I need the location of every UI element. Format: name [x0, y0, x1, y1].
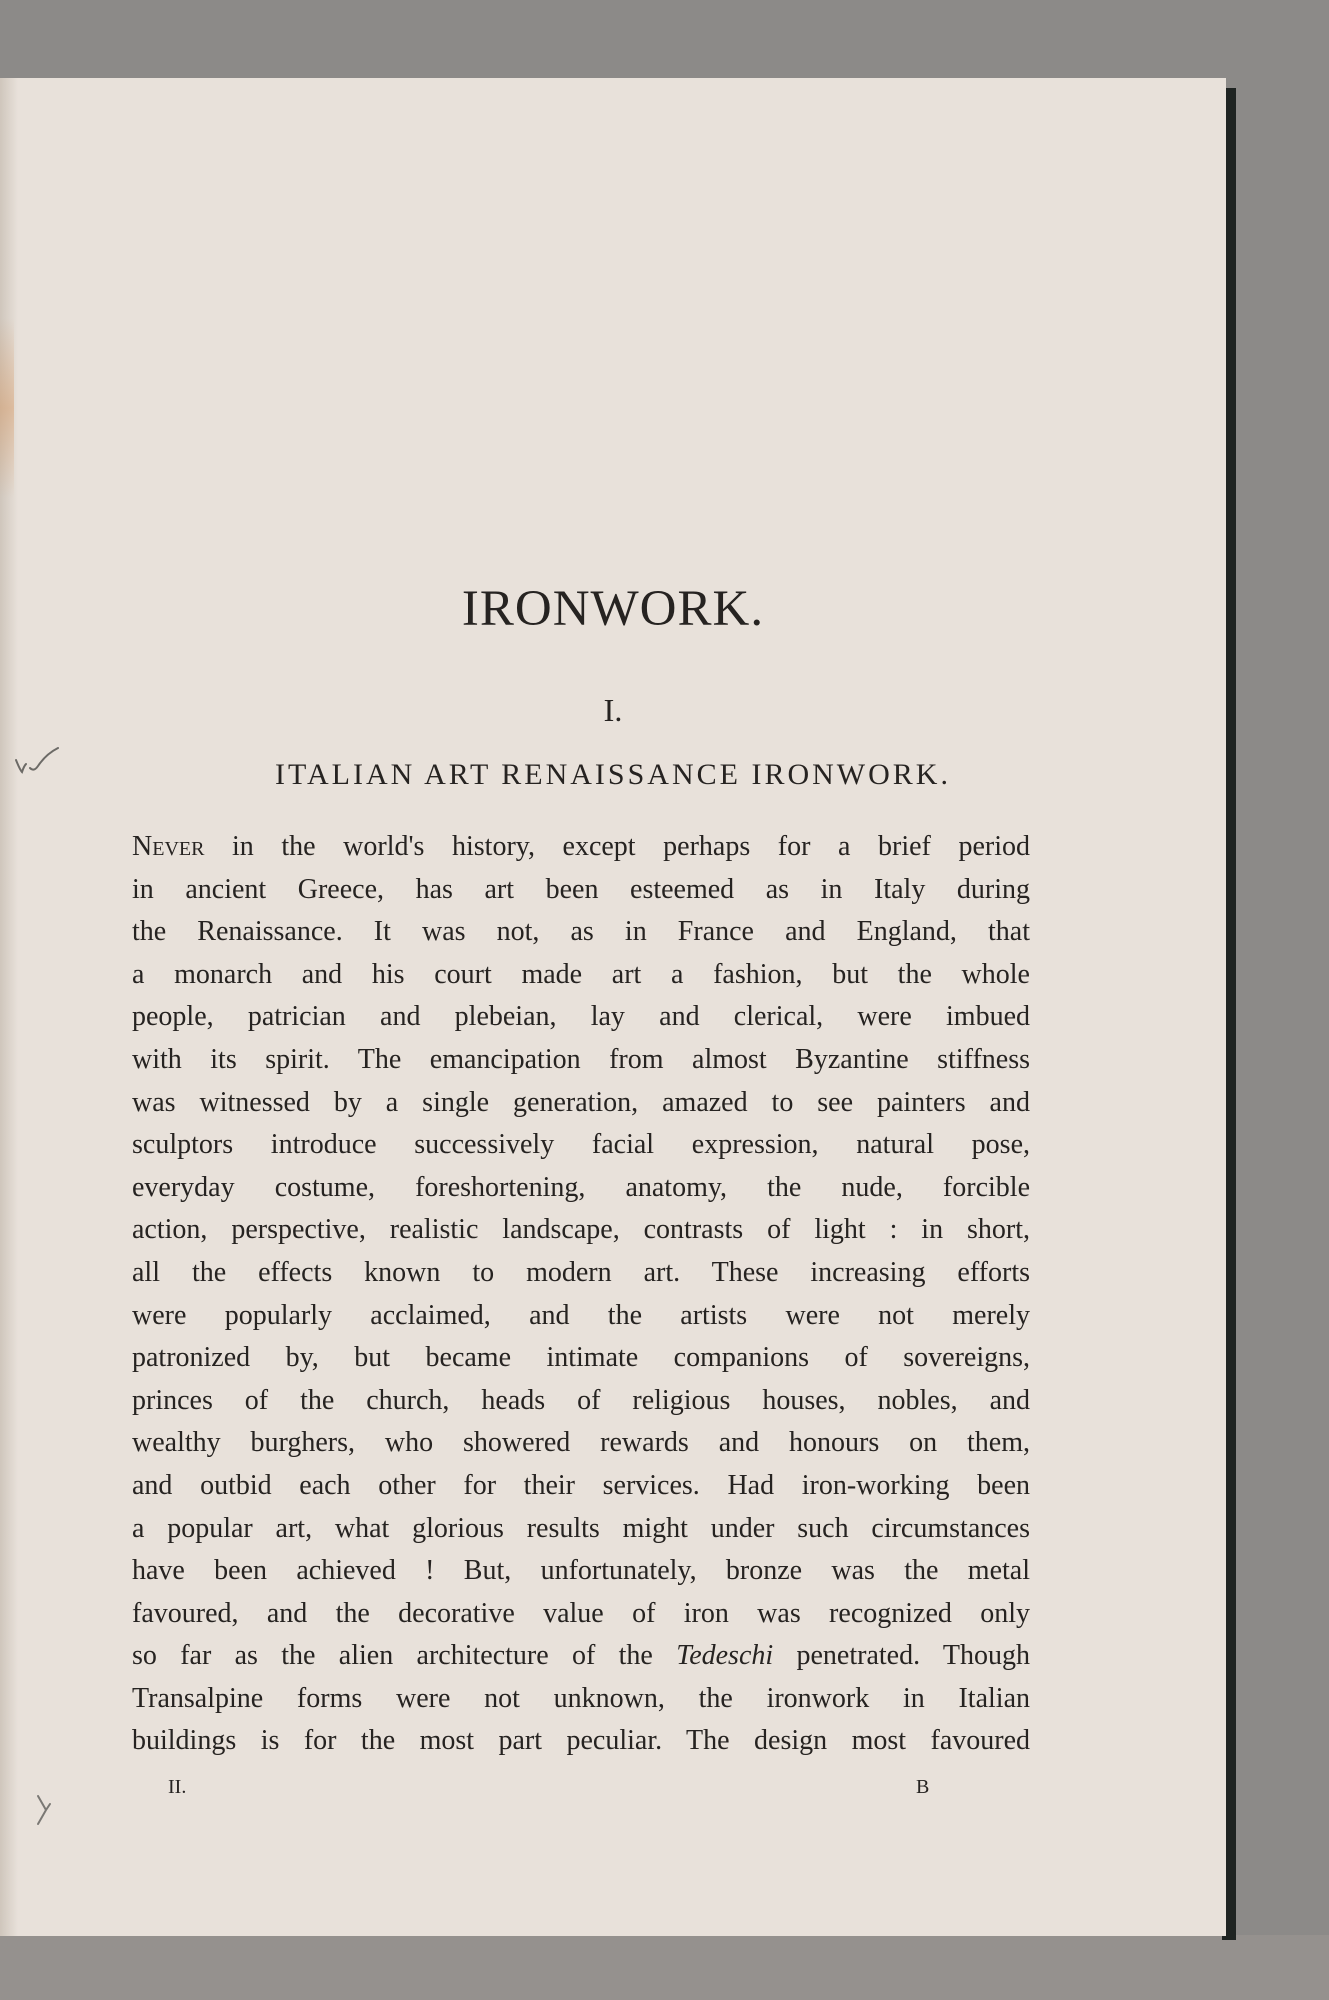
italic-term: Tedeschi [676, 1640, 774, 1672]
text-line: and outbid each other for their services. Had iron-working been [132, 1469, 1030, 1501]
check-mark-icon [12, 746, 62, 780]
section-number: I. [603, 692, 623, 728]
chapter-title: IRONWORK. [461, 581, 765, 637]
body-paragraph [132, 826, 1030, 1763]
gathering-letter: B [916, 1776, 930, 1798]
drop-word: Never [132, 831, 205, 862]
page-stain [0, 318, 14, 498]
pencil-check-mark [12, 746, 62, 788]
text-line: everyday costume, foreshortening, anatomy, the nude, forcible [132, 1171, 1030, 1203]
backdrop [0, 1935, 1329, 2000]
text-line: patronized by, but became intimate companions of sovereigns, [132, 1342, 1030, 1374]
text-line: the Renaissance. It was not, as in France and England, that [132, 916, 1030, 948]
signature-mark: II. [168, 1776, 187, 1798]
text-line: action, perspective, realistic landscape, contrasts of light : in short, [132, 1214, 1030, 1246]
section-title: ITALIAN ART RENAISSANCE IRONWORK. [275, 758, 951, 791]
text-line: princes of the church, heads of religious houses, nobles, and [132, 1384, 1030, 1416]
text-line: buildings is for the most part peculiar. The design most favoured [132, 1725, 1030, 1757]
text-line: Never in the world's history, except perhaps for a brief period [132, 831, 1030, 862]
text-line: a monarch and his court made art a fashion, but the whole [132, 958, 1030, 990]
text-line: all the effects known to modern art. These increasing efforts [132, 1256, 1030, 1288]
text-line: with its spirit. The emancipation from almost Byzantine stiffness [132, 1043, 1030, 1075]
text-line: sculptors introduce successively facial expression, natural pose, [132, 1129, 1030, 1161]
text-line: have been achieved ! But, unfortunately, bronze was the metal [132, 1555, 1030, 1587]
text-line: were popularly acclaimed, and the artists were not merely [132, 1299, 1030, 1331]
book-page [0, 78, 1226, 1936]
text-line: wealthy burghers, who showered rewards and honours on them, [132, 1427, 1030, 1459]
pencil-mark [32, 1790, 56, 1837]
text-line: Transalpine forms were not unknown, the ironwork in Italian [132, 1682, 1030, 1714]
text-line: a popular art, what glorious results might under such circumstances [132, 1512, 1030, 1544]
text-line: in ancient Greece, has art been esteemed as in Italy during [132, 873, 1030, 905]
pencil-stroke-icon [32, 1790, 56, 1830]
text-line: was witnessed by a single generation, amazed to see painters and [132, 1086, 1030, 1118]
text-line: so far as the alien architecture of the Tedeschi penetrated. Though [132, 1640, 1030, 1672]
text-line: favoured, and the decorative value of iron was recognized only [132, 1597, 1030, 1629]
text-line: people, patrician and plebeian, lay and clerical, were imbued [132, 1001, 1030, 1033]
